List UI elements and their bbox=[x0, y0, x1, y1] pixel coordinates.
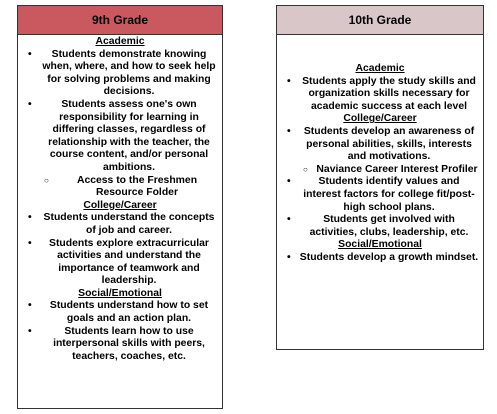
grade-10-panel bbox=[276, 5, 484, 350]
grade-10-career-list bbox=[281, 126, 479, 239]
grade-9-social-list bbox=[22, 300, 218, 363]
grade-10-social-list bbox=[281, 252, 479, 265]
list-item: • Students learn how to use interpersonal skills with peers, teachers, coaches, etc. bbox=[22, 326, 218, 364]
list-item: • Students understand how to set goals and an action plan. bbox=[22, 300, 218, 325]
grade-9-panel bbox=[17, 5, 223, 409]
grade-10-body bbox=[277, 35, 483, 265]
list-item: • Students demonstrate knowing when, where, and how to seek help for solving problems and making decisions. bbox=[22, 49, 218, 99]
grade-9-social-heading: Social/Emotional bbox=[78, 287, 162, 299]
list-item: • Students understand the concepts of job and career. bbox=[22, 212, 218, 237]
grade-10-career-heading: College/Career bbox=[343, 113, 417, 125]
list-item: • Students develop a growth mindset. bbox=[281, 252, 479, 265]
list-item: • Students apply the study skills and organization skills necessary for academic success at each level bbox=[281, 76, 479, 114]
grade-10-title: 10th Grade bbox=[277, 6, 483, 35]
grade-9-career-heading: College/Career bbox=[83, 199, 157, 211]
list-sub-item: ○ Access to the Freshmen Resource Folder bbox=[22, 175, 218, 200]
list-item: • Students explore extracurricular activities and understand the importance of teamwork and leadership. bbox=[22, 238, 218, 288]
grade-9-academic-list bbox=[22, 49, 218, 200]
list-item: • Students develop an awareness of personal abilities, skills, interests and motivations. bbox=[281, 126, 479, 164]
list-sub-item: ○ Naviance Career Interest Profiler bbox=[281, 164, 479, 177]
grade-9-body bbox=[18, 35, 222, 363]
grade-10-academic-heading: Academic bbox=[355, 63, 405, 74]
grade-10-academic-list bbox=[281, 76, 479, 114]
grade-10-social-heading: Social/Emotional bbox=[338, 239, 422, 251]
list-item: • Students assess one's own responsibility for learning in differing classes, regardless of relationship with the teacher, the course content, and/or personal ambitions. bbox=[22, 99, 218, 175]
list-item: • Students identify values and interest factors for college fit/post-high school plans. bbox=[281, 176, 479, 214]
grade-9-academic-heading: Academic bbox=[95, 36, 145, 47]
list-item: • Students get involved with activities, clubs, leadership, etc. bbox=[281, 214, 479, 239]
grade-9-career-list bbox=[22, 212, 218, 288]
grade-9-title: 9th Grade bbox=[18, 6, 222, 35]
